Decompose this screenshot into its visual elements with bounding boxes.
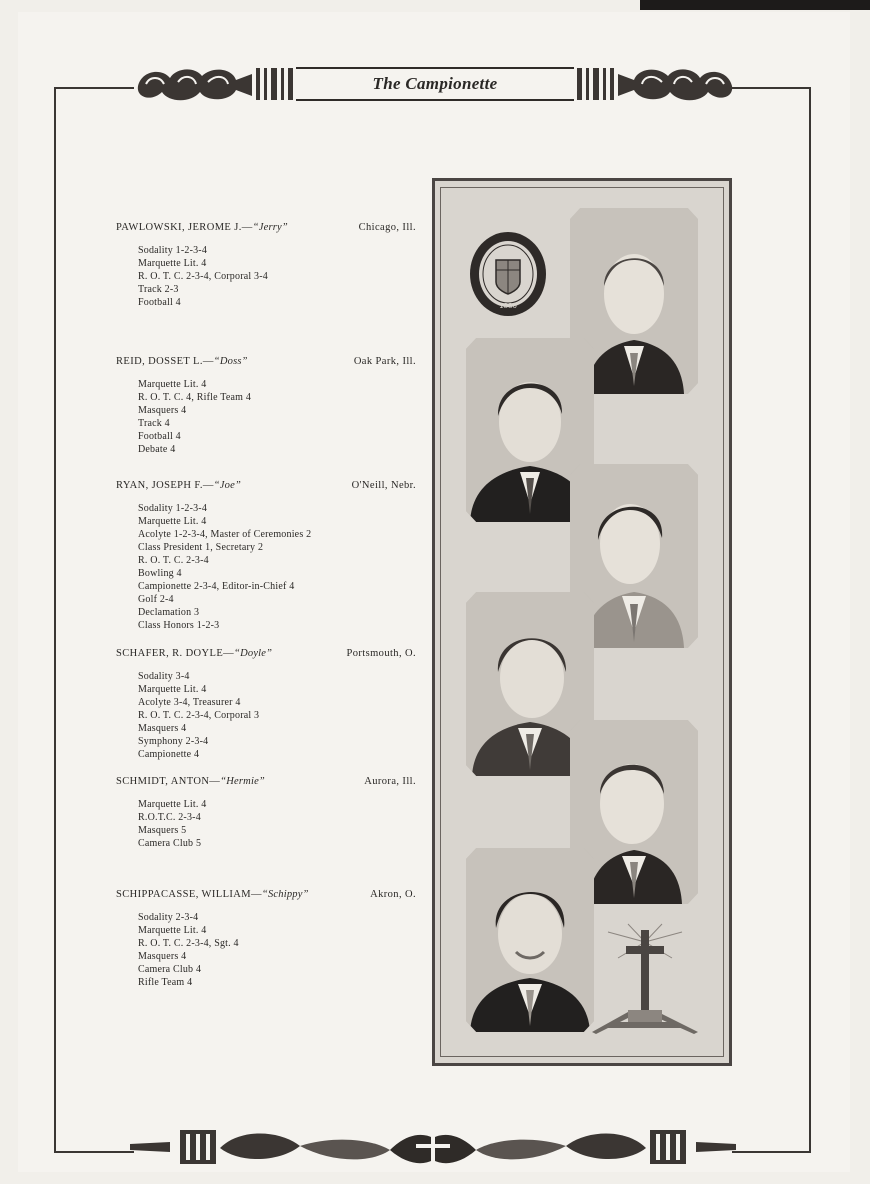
activity-item: Class Honors 1-2-3 [138, 620, 220, 631]
header-scroll-ornament-left [132, 62, 298, 106]
student-entry-pawlowski [116, 222, 416, 309]
activity-item: Golf 2-4 [138, 594, 174, 605]
footer-ornament [130, 1124, 736, 1170]
cross-emblem-icon [588, 922, 702, 1034]
student-hometown: Aurora, Ill. [364, 776, 416, 787]
activity-item: Campionette 2-3-4, Editor-in-Chief 4 [138, 581, 295, 592]
portrait-photo-6 [466, 848, 594, 1032]
activity-item: Sodality 3-4 [138, 671, 190, 682]
activity-item: Track 4 [138, 418, 170, 429]
activity-item: Marquette Lit. 4 [138, 925, 207, 936]
frame-right-line [809, 88, 811, 1152]
page-header-title: The Campionette [372, 74, 498, 93]
activity-item: Sodality 1-2-3-4 [138, 245, 208, 256]
student-hometown: Portsmouth, O. [346, 648, 416, 659]
activity-item: Acolyte 1-2-3-4, Master of Ceremonies 2 [138, 529, 312, 540]
student-hometown: O'Neill, Nebr. [351, 480, 416, 491]
activity-item: Camera Club 5 [138, 838, 202, 849]
activity-list [138, 911, 416, 989]
activity-list [138, 502, 416, 632]
activity-item: Declamation 3 [138, 607, 200, 618]
activity-item: Masquers 5 [138, 825, 187, 836]
activity-list [138, 798, 416, 850]
activity-item: Masquers 4 [138, 405, 187, 416]
frame-top-right-line [732, 87, 811, 89]
student-hometown: Akron, O. [370, 889, 416, 900]
activity-list [138, 670, 416, 761]
activity-item: Campionette 4 [138, 749, 200, 760]
frame-bottom-right-line [732, 1151, 811, 1153]
activity-item: Marquette Lit. 4 [138, 258, 207, 269]
activity-item: R. O. T. C. 2-3-4, Corporal 3-4 [138, 271, 268, 282]
activity-item: Bowling 4 [138, 568, 182, 579]
college-seal-icon [468, 230, 548, 318]
activity-item: Rifle Team 4 [138, 977, 193, 988]
activity-item: Marquette Lit. 4 [138, 684, 207, 695]
student-name: SCHMIDT, ANTON—“Hermie” [116, 776, 265, 787]
scan-edge-strip [640, 0, 870, 10]
activity-item: Marquette Lit. 4 [138, 516, 207, 527]
activity-list [138, 244, 416, 309]
frame-bottom-left-line [54, 1151, 134, 1153]
activity-item: Debate 4 [138, 444, 176, 455]
student-name: PAWLOWSKI, JEROME J.—“Jerry” [116, 222, 288, 233]
student-entry-schmidt [116, 776, 416, 850]
header-banner [296, 67, 574, 101]
activity-item: R. O. T. C. 2-3-4 [138, 555, 209, 566]
student-entry-ryan [116, 480, 416, 632]
student-entry-schafer [116, 648, 416, 761]
activity-item: Camera Club 4 [138, 964, 202, 975]
activity-item: R. O. T. C. 2-3-4, Corporal 3 [138, 710, 260, 721]
activity-item: Sodality 2-3-4 [138, 912, 199, 923]
activity-item: Symphony 2-3-4 [138, 736, 209, 747]
activity-item: Class President 1, Secretary 2 [138, 542, 264, 553]
student-hometown: Oak Park, Ill. [353, 356, 416, 367]
student-entry-reid [116, 356, 416, 456]
activity-item: R.O.T.C. 2-3-4 [138, 812, 201, 823]
frame-left-line [54, 88, 56, 1152]
student-hometown: Chicago, Ill. [358, 222, 416, 233]
activity-item: R. O. T. C. 2-3-4, Sgt. 4 [138, 938, 239, 949]
activity-item: Acolyte 3-4, Treasurer 4 [138, 697, 241, 708]
activity-item: Marquette Lit. 4 [138, 379, 207, 390]
frame-top-left-line [54, 87, 134, 89]
header-scroll-ornament-right [572, 62, 738, 106]
student-name: SCHIPPACASSE, WILLIAM—“Schippy” [116, 889, 309, 900]
seal-year: 1880 [499, 302, 517, 310]
student-name: REID, DOSSET L.—“Doss” [116, 356, 248, 367]
activity-item: Football 4 [138, 431, 181, 442]
activity-item: Marquette Lit. 4 [138, 799, 207, 810]
activity-item: Track 2-3 [138, 284, 179, 295]
activity-item: Masquers 4 [138, 951, 187, 962]
student-name: SCHAFER, R. DOYLE—“Doyle” [116, 648, 273, 659]
activity-item: Football 4 [138, 297, 181, 308]
activity-item: R. O. T. C. 4, Rifle Team 4 [138, 392, 252, 403]
student-name: RYAN, JOSEPH F.—“Joe” [116, 480, 242, 491]
student-entry-schippacasse [116, 889, 416, 989]
activity-item: Masquers 4 [138, 723, 187, 734]
activity-list [138, 378, 416, 456]
activity-item: Sodality 1-2-3-4 [138, 503, 208, 514]
